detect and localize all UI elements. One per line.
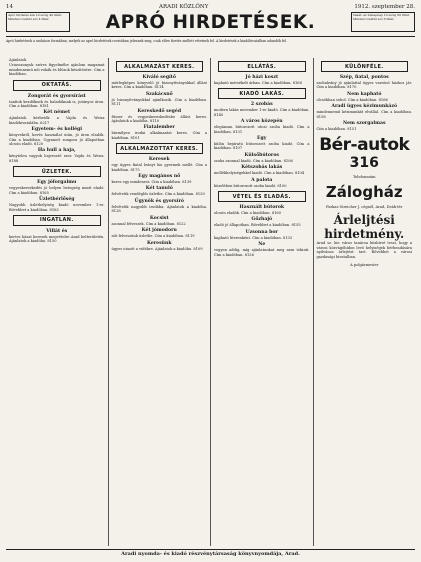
advert-title: Zálogház xyxy=(325,183,403,202)
ad-text: mérlegképes könyvelő jó bizonyítványokkal állást keres. Cím a kiadóban. 8114 xyxy=(111,81,207,90)
section-header: VÉTEL ÉS ELADÁS. xyxy=(218,191,306,202)
ad-headline: Aradi ügyes kézimunkázó xyxy=(331,104,398,110)
ad-text: elegánsan bútorozott utcai szoba kiadó. Cím a kiadóban. 8131 xyxy=(214,125,310,134)
ad-headline: 2 szobás xyxy=(250,102,273,108)
advert-caption: Farkas Streicher J. cégnél, Arad, Deák-tér xyxy=(326,205,403,210)
ad-headline: Egy magános nő xyxy=(138,174,181,180)
intro-text: Apró hirdetések a szokásos formában, melyek az apró hirdetések rovatában jelennek meg, csak előre fizetés mellett vétetnek fel. A hirdetések a kiadóhivatalban adandók fel. xyxy=(6,39,288,43)
section-header: KIADÓ LAKÁS. xyxy=(218,88,306,99)
ad-headline: Egy jóforgalmu xyxy=(37,180,77,186)
paper-name: ARADI KÖZLÖNY xyxy=(159,4,209,10)
section-header: ALKALMAZOTTAT KERES. xyxy=(116,143,204,154)
ad-headline: Kocsist xyxy=(149,215,169,221)
ad-text: kapható mérsékelt árban. Cím a kiadóban. 8168 xyxy=(214,81,302,85)
ad-text: Cím a kiadóban. 8151 xyxy=(316,127,357,132)
section-header: KÜLÖNFÉLE. xyxy=(321,61,409,72)
ad-text: kapható literenként. Cím a kiadóban. 8133 xyxy=(214,235,293,240)
ad-text: modern lakás november 1-re kiadó. Cím a kiadóban. 8140 xyxy=(214,108,310,117)
ad-headline: Zongorát és gyorsírást xyxy=(27,93,86,99)
ad-text: egy ügyes fiatal leányt kis gyermek mellé. Cím a kiadóban. 8175 xyxy=(111,163,207,172)
ad-headline: Ha hull a haja, xyxy=(37,148,76,154)
ad-headline: Üzletbérlőség xyxy=(39,197,75,203)
ad-text: szobaleány jó ajánlattal ügyes varrónő házhoz jár. Cím a kiadóban. 8170 xyxy=(316,81,412,90)
ad-text: mellékhelyiségekkel kiadó. Cím a kiadóban. 8104 xyxy=(214,171,305,176)
price-box-left: Apró hirdetés ára 10 szóig 40 fillér. Minden további szó 4 fillér. xyxy=(6,12,70,32)
ad-text: Arad sz. kir. város tanácsa közhírré teszi, hogy a városi közvágóhídon levő helyiségek bérbeadására nyilvános árlejtést tart. Bővebbet a városi gazdasági hivatalban. xyxy=(316,241,412,259)
ad-text: azonnal felveszek. Cím a kiadóban. 8122 xyxy=(111,221,186,226)
ad-headline: Egyetem- és kollégi xyxy=(31,127,82,133)
advert-phone: 316 xyxy=(349,155,379,172)
section-header: INGATLAN. xyxy=(13,215,101,226)
ad-headline: Kereskedő segéd xyxy=(137,108,182,114)
ad-headline: Egy xyxy=(257,136,267,142)
ad-text: mindennemű kézimunkát elvállal. Cím a kiadóban. 8158 xyxy=(316,110,412,119)
ad-headline: Szakácsnő xyxy=(145,91,173,97)
advert-title: Árleljtési hirdetmény. xyxy=(324,213,405,242)
ad-headline: Keresünk xyxy=(146,240,172,246)
ad-headline: Fiatalember xyxy=(143,125,175,131)
ad-text: vegyeskereskedés jó helyen betegség miatt eladó. Cím a kiadóban. 8165 xyxy=(9,186,105,195)
section-header: ALKALMAZÁST KERES. xyxy=(116,61,204,72)
ad-headline: Gőzhajó xyxy=(251,217,273,223)
top-bar xyxy=(6,3,415,11)
columns xyxy=(6,58,415,546)
ad-text: nőt felveszünk üzletbe. Cím a kiadóban. 8119 xyxy=(111,234,195,239)
ad-text: Ajánlatok kérhetők a Vajda és Weisz kiadóhivatalába. 6217 xyxy=(9,116,105,125)
ad-text: olcsón eladók. Cím a kiadóban. 8160 xyxy=(214,211,281,216)
price-box-right: Vasár- és ünnepnap 10 szóig 60 fillér. Minden további szó 6 fillér. xyxy=(351,12,415,32)
ad-text: Uriasszonyok szíves figyelmébe ajánlom magamat mindennemű női ruhák és blúzok készítésére. Cím a kiadóban. xyxy=(9,63,105,77)
ad-headline: Villát és xyxy=(46,228,68,234)
ad-headline: Két tanuló xyxy=(145,186,173,192)
ad-text: kertes házat keresek megvételre Arad belterületén. Ajánlatok a kiadóba. 8150 xyxy=(9,234,105,244)
ad-headline: Ügynök és gyorsíró xyxy=(134,198,184,204)
ad-headline: Használt bútorok xyxy=(239,205,285,211)
ad-text: bármilyen irodai alkalmazást keres. Cím a kiadóban. 8101 xyxy=(111,131,207,140)
footer: Aradi nyomda- és kiadó részvénytársaság könyvnyomdája, Arad. xyxy=(6,549,415,559)
ad-text: kénytelen vagyok hajvesztő szer. Vajda és Weisz. 8188 xyxy=(9,154,105,163)
section-header: ÜZLETEK. xyxy=(13,166,101,177)
ad-headline: Keresek xyxy=(148,157,170,163)
column-4 xyxy=(314,58,416,546)
column-3 xyxy=(211,58,314,546)
ad-text: Ajánlatok xyxy=(9,58,27,62)
ad-text: vegyen addig, míg ajánlatunkat meg nem tekinti. Cím a kiadóban. 8126 xyxy=(214,248,310,257)
ad-headline: Szép, fiatal, pontos xyxy=(339,75,389,80)
advert-caption: A polgármester xyxy=(350,262,379,267)
ad-headline: Jó házi koszt xyxy=(245,75,279,80)
page-number: 14 xyxy=(6,4,13,10)
column-2 xyxy=(109,58,212,546)
masthead xyxy=(6,12,415,34)
ad-headline: Kétszobás lakás xyxy=(241,165,283,171)
ad-text: külön bejáratú bútorozott szoba kiadó. Cím a kiadóban. 8107 xyxy=(214,142,310,151)
ad-text: eladó jó állapotban. Bővebbet a kiadóban. 8155 xyxy=(214,223,301,228)
section-title: APRÓ HIRDETÉSEK. xyxy=(105,12,316,33)
ad-text: Nagyobb üzlethelyiség kiadó november 1-re. Bővebbet a kiadóban. 8163 xyxy=(9,203,105,212)
advert-caption: Telefonszám xyxy=(352,175,376,180)
ad-headline: A város közepén xyxy=(240,119,283,125)
ad-headline: Nem kapható xyxy=(347,91,382,97)
ad-text: fűszer és vegyeskereskedésbe állást keres. Ajánlatok a kiadóba. 8110 xyxy=(111,114,207,124)
ad-headline: Uzsonna bor xyxy=(245,229,278,235)
ad-headline: Ne xyxy=(258,242,266,248)
issue-date: 1912. szeptember 28. xyxy=(354,4,415,10)
ad-text: jó bizonyítványokkal ajánlkozik. Cím a kiadóban. 8111 xyxy=(111,97,207,107)
section-header: ELLÁTÁS. xyxy=(218,61,306,72)
ad-headline: A palota xyxy=(251,177,273,183)
ad-headline: Kiváló segítő xyxy=(142,75,176,80)
ad-headline: Külsőbútoros xyxy=(244,152,279,158)
ad-text: szoba azonnal kiadó. Cím a kiadóban. 8106 xyxy=(214,158,293,163)
ad-text: felvétetik nagyobb irodába. Ajánlatok a kiadóba. 8128 xyxy=(111,204,207,214)
ad-headline: Két német xyxy=(43,110,71,116)
advert-title: Bér-autok xyxy=(319,135,410,156)
ad-text: keres egy mindenest. Cím a kiadóban. 8139 xyxy=(111,180,192,185)
column-1 xyxy=(6,58,109,546)
section-header: OKTATÁS. xyxy=(13,80,101,91)
ad-headline: Nem szorgalmas xyxy=(342,121,386,127)
ad-text: ügyes utazót a vidékre. Ajánlatok a kiadóba. 8109 xyxy=(111,246,203,251)
ad-text: könyvekről, kevés használat után, jó áron eladók. Cím a kiadóban. Ugyanott zongora jó állapotban olcsón eladó. 8120 xyxy=(9,133,105,147)
ad-text: tanítok kezdőknek és haladóknak is, jutányos áron. Cím a kiadóban. 8181 xyxy=(9,99,105,109)
ad-text: felvétetik vendéglős üzletbe. Cím a kiadóban. 8130 xyxy=(111,192,205,197)
divider xyxy=(6,36,415,37)
ad-text: közelében bútorozott szoba kiadó. 8100 xyxy=(214,183,287,188)
ad-text: olcsóbban sehol. Cím a kiadóban. 8166 xyxy=(316,97,388,102)
ad-headline: Két jómodoru xyxy=(141,228,177,234)
